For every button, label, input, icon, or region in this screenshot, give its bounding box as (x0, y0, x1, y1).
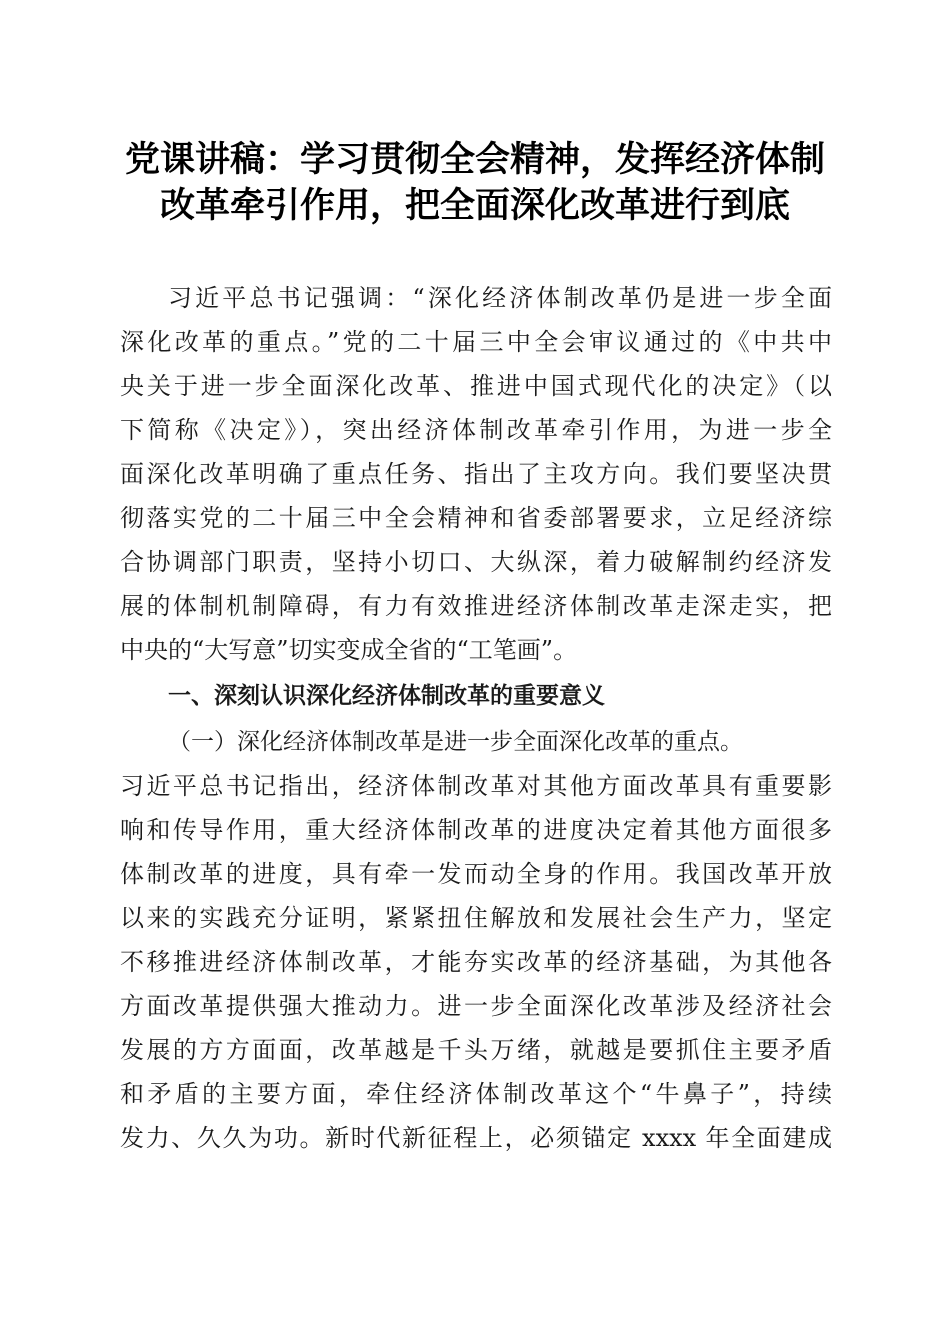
paragraph-line: 和矛盾的主要方面，牵住经济体制改革这个“牛鼻子”，持续 (120, 1080, 832, 1108)
paragraph-line: 央关于进一步全面深化改革、推进中国式现代化的决定》（以 (120, 372, 832, 400)
paragraph-line: 习近平总书记指出，经济体制改革对其他方面改革具有重要影 (120, 772, 832, 800)
subsection-heading-1: （一）深化经济体制改革是进一步全面深化改革的重点。 (168, 729, 743, 755)
paragraph-line: 合协调部门职责，坚持小切口、大纵深，着力破解制约经济发 (120, 548, 832, 576)
paragraph-line: 以来的实践充分证明，紧紧扭住解放和发展社会生产力，坚定 (120, 904, 832, 932)
paragraph-line: 体制改革的进度，具有牵一发而动全身的作用。我国改革开放 (120, 860, 832, 888)
paragraph-line: 深化改革的重点。”党的二十届三中全会审议通过的《中共中 (120, 328, 832, 356)
section-heading-1: 一、深刻认识深化经济体制改革的重要意义 (168, 683, 605, 709)
paragraph-line: 中央的“大写意”切实变成全省的“工笔画”。 (120, 636, 578, 664)
paragraph-line: 彻落实党的二十届三中全会精神和省委部署要求，立足经济综 (120, 504, 832, 532)
paragraph-line: 不移推进经济体制改革，才能夯实改革的经济基础，为其他各 (120, 948, 832, 976)
paragraph-line: 发展的方方面面，改革越是千头万绪，就越是要抓住主要矛盾 (120, 1036, 832, 1064)
paragraph-line: 面深化改革明确了重点任务、指出了主攻方向。我们要坚决贯 (120, 460, 832, 488)
paragraph-line: 展的体制机制障碍，有力有效推进经济体制改革走深走实，把 (120, 592, 832, 620)
paragraph-line: 响和传导作用，重大经济体制改革的进度决定着其他方面很多 (120, 816, 832, 844)
paragraph-line: 下简称《决定》），突出经济体制改革牵引作用，为进一步全 (120, 416, 832, 444)
paragraph-line: 习近平总书记强调：“深化经济体制改革仍是进一步全面 (168, 284, 832, 312)
paragraph-line: 发力、久久为功。新时代新征程上，必须锚定 xxxx 年全面建成 (120, 1124, 832, 1152)
document-title-line-1: 党课讲稿：学习贯彻全会精神，发挥经济体制 (124, 139, 825, 180)
paragraph-line: 方面改革提供强大推动力。进一步全面深化改革涉及经济社会 (120, 992, 832, 1020)
document-title-line-2: 改革牵引作用，把全面深化改革进行到底 (159, 185, 790, 226)
